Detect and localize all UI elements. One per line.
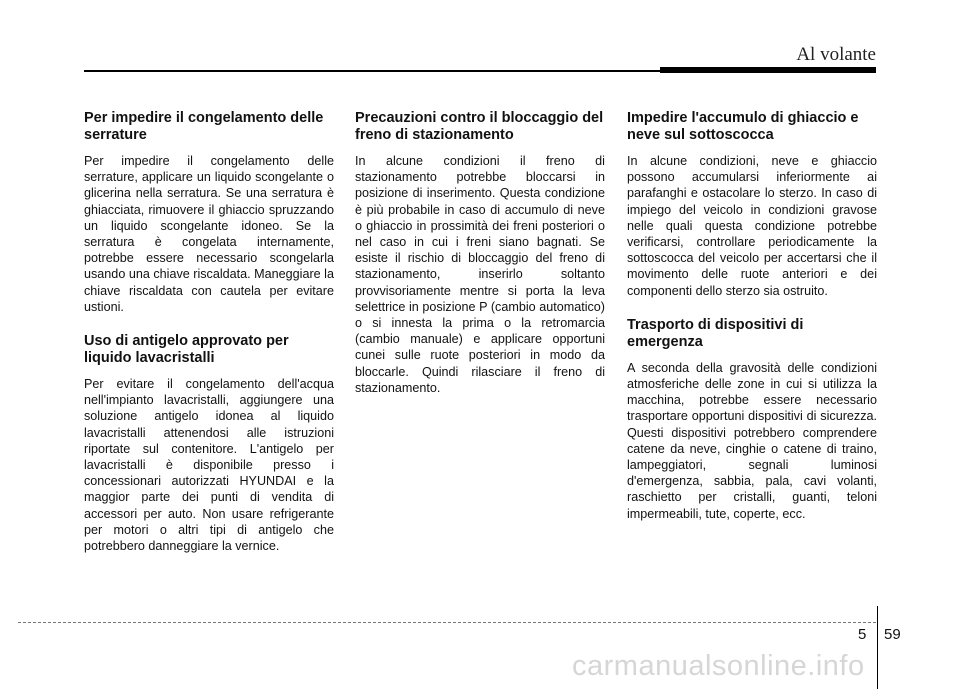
page-number: 59: [884, 626, 901, 643]
header-rule: [84, 70, 660, 72]
running-header-title: Al volante: [796, 44, 876, 65]
section-body-underbody-ice: In alcune condizioni, neve e ghiaccio possono accumularsi inferiormente ai parafanghi e ostacolare lo sterzo. In caso di impiego del veicolo in condizioni gravose nelle quali questa condizione potrebbe verificarsi, controllare periodicamente la sottoscocca del veicolo per accertarsi che il movimento delle ruote anteriori e dei componenti dello sterzo sia ostruito.: [627, 154, 877, 298]
section-heading-emergency-equipment: Trasporto di dispositivi di emergenza: [627, 316, 804, 350]
section-heading-parking-brake: Precauzioni contro il bloccaggio del freno di stazionamento: [355, 110, 604, 143]
section-body-emergency-equipment: A seconda della gravosità delle condizioni atmosferiche delle zone in cui si utilizza la macchina, potrebbe essere necessario trasportare opportuni dispositivi di sicurezza. Questi dispositivi potrebbero comprendere catene da neve, cinghie o catene di traino, lampeggiatori, segnali luminosi d'emergenza, sabbia, pala, cavi volanti, raschietto per cristalli, guanti, teloni impermeabili, tute, coperte, ecc.: [627, 360, 877, 521]
section-heading-washer-antifreeze: Uso di antigelo approvato per liquido lavacristalli: [84, 333, 289, 367]
header-bar: [660, 67, 876, 73]
column-1: [84, 110, 334, 572]
footer-dashed-rule: [18, 622, 876, 623]
watermark: carmanualsonline.info: [572, 650, 865, 682]
section-heading-underbody-ice: Impedire l'accumulo di ghiaccio e neve sul sottoscocca: [627, 110, 859, 143]
section-heading-lock-freezing: Per impedire il congelamento delle serrature: [84, 110, 324, 143]
footer-divider: [877, 606, 878, 689]
section-body-lock-freezing: Per impedire il congelamento delle serrature, applicare un liquido scongelante o glicerina nella serratura. Se una serratura è ghiacciata, rimuovere il ghiaccio spruzzando un liquido scongelante idoneo. Se la serratura è congelata internamente, potrebbe essere necessario scongelarla usando una chiave riscaldata. Maneggiare la chiave riscaldata con cautela per evitare ustioni.: [84, 154, 334, 314]
column-2: [355, 110, 605, 414]
column-3: [627, 110, 877, 540]
section-body-parking-brake: In alcune condizioni il freno di stazionamento potrebbe bloccarsi in posizione di inserimento. Questa condizione è più probabile in caso di accumulo di neve o ghiaccio in prossimità dei freni posteriori o nel caso in cui i freni siano bagnati. Se esiste il rischio di bloccaggio del freno di stazionamento, inserirlo soltanto provvisoriamente mentre si porta la leva selettrice in posizione P (cambio automatico) o si innesta la prima o la retromarcia (cambio manuale) e applicare opportuni cunei sulle ruote posteriori in modo da bloccarle. Quindi rilasciare il freno di stazionamento.: [355, 154, 605, 395]
chapter-number: 5: [858, 626, 867, 643]
section-body-washer-antifreeze: Per evitare il congelamento dell'acqua nell'impianto lavacristalli, aggiungere una soluzione antigelo idonea al liquido lavacristalli attenendosi alle istruzioni riportate sul contenitore. L'antigelo per lavacristalli è disponibile presso i concessionari autorizzati HYUNDAI e la maggior parte dei punti di vendita di accessori per auto. Non usare refrigerante per motori o altri tipi di antigelo che potrebbero danneggiare la vernice.: [84, 377, 334, 554]
